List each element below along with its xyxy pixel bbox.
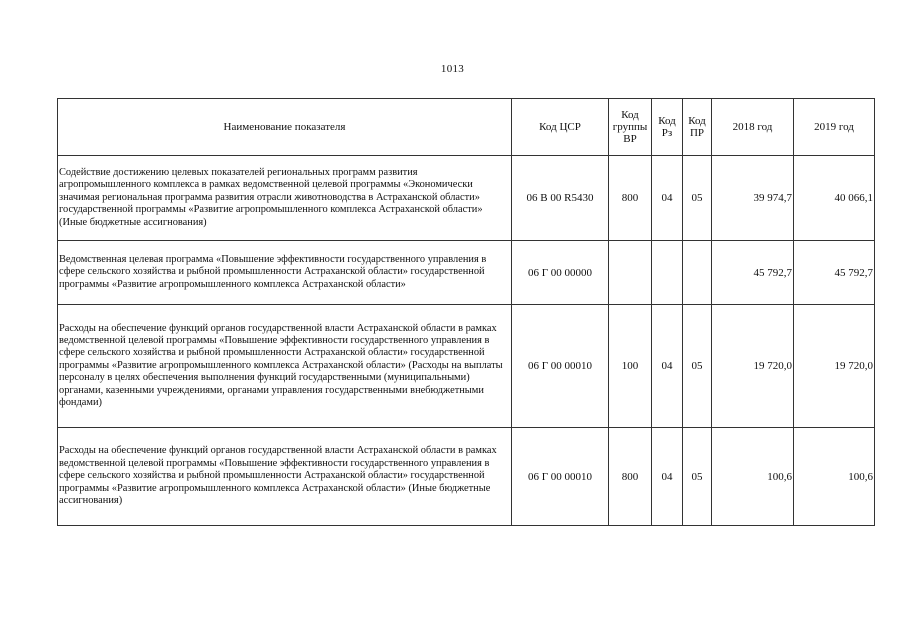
header-year-2019: 2019 год	[794, 99, 875, 156]
header-rz-code: Код Рз	[652, 99, 683, 156]
row-amount-2018: 100,6	[712, 428, 794, 526]
row-amount-2019: 45 792,7	[794, 241, 875, 305]
row-csr-code: 06 Г 00 00010	[512, 428, 609, 526]
header-year-2018: 2018 год	[712, 99, 794, 156]
row-rz-code: 04	[652, 305, 683, 428]
header-pr-code: Код ПР	[683, 99, 712, 156]
row-amount-2019: 40 066,1	[794, 156, 875, 241]
row-amount-2019: 19 720,0	[794, 305, 875, 428]
table-row	[58, 305, 875, 428]
table-row	[58, 428, 875, 526]
table-header-row	[58, 99, 875, 156]
row-pr-code: 05	[683, 428, 712, 526]
row-amount-2018: 45 792,7	[712, 241, 794, 305]
row-amount-2018: 39 974,7	[712, 156, 794, 241]
header-csr-code: Код ЦСР	[512, 99, 609, 156]
row-vr-code	[609, 241, 652, 305]
row-vr-code: 800	[609, 156, 652, 241]
row-amount-2018: 19 720,0	[712, 305, 794, 428]
row-vr-code: 100	[609, 305, 652, 428]
row-name: Содействие достижению целевых показателей региональных программ развития агропромышленного комплекса в рамках ведомственной целевой программы «Экономически значимая региональная программа развития отрасли животноводства в Астраханской области» государственной программы «Развитие агропромышленного комплекса Астраханской области» (Иные бюджетные ассигнования)	[58, 156, 512, 241]
row-csr-code: 06 Г 00 00010	[512, 305, 609, 428]
row-name: Расходы на обеспечение функций органов государственной власти Астраханской области в рамках ведомственной целевой программы «Повышение эффективности государственного управления в сфере сельского хозяйства и рыбной промышленности Астраханской области» государственной программы «Развитие агропромышленного комплекса Астраханской области» (Иные бюджетные ассигнования)	[58, 428, 512, 526]
budget-table	[57, 98, 875, 526]
row-csr-code: 06 В 00 R5430	[512, 156, 609, 241]
row-pr-code: 05	[683, 305, 712, 428]
row-name: Расходы на обеспечение функций органов государственной власти Астраханской области в рамках ведомственной целевой программы «Повышение эффективности государственного управления в сфере сельского хозяйства и рыбной промышленности Астраханской области» государственной программы «Развитие агропромышленного комплекса Астраханской области» (Расходы на выплаты персоналу в целях обеспечения выполнения функций государственными (муниципальными) органами, казенными учреждениями, органами управления государственными внебюджетными фондами)	[58, 305, 512, 428]
row-amount-2019: 100,6	[794, 428, 875, 526]
row-pr-code: 05	[683, 156, 712, 241]
header-name: Наименование показателя	[58, 99, 512, 156]
row-rz-code: 04	[652, 156, 683, 241]
row-csr-code: 06 Г 00 00000	[512, 241, 609, 305]
table-row	[58, 241, 875, 305]
row-name: Ведомственная целевая программа «Повышение эффективности государственного управления в сфере сельского хозяйства и рыбной промышленности Астраханской области» государственной программы «Развитие агропромышленного комплекса Астраханской области»	[58, 241, 512, 305]
row-rz-code	[652, 241, 683, 305]
row-vr-code: 800	[609, 428, 652, 526]
page-number: 1013	[440, 63, 465, 75]
row-pr-code	[683, 241, 712, 305]
table-row	[58, 156, 875, 241]
row-rz-code: 04	[652, 428, 683, 526]
header-vr-code: Код группы ВР	[609, 99, 652, 156]
